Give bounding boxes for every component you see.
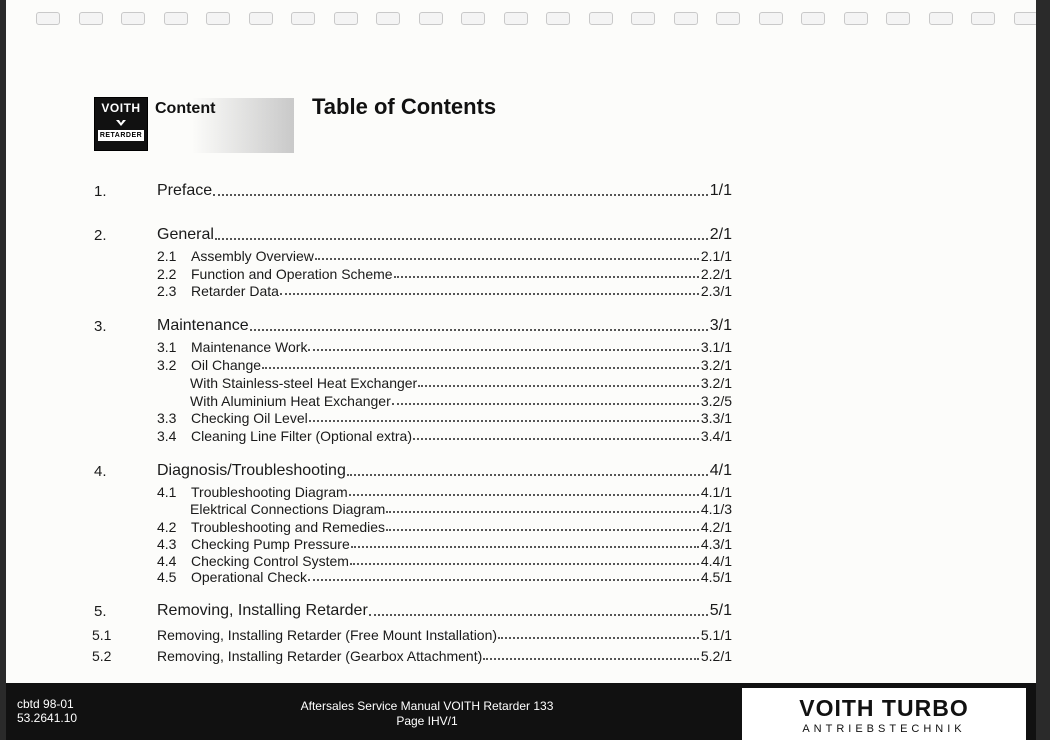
toc-entry	[157, 648, 732, 664]
binding-hole	[376, 12, 400, 25]
toc-page-number: 4.5/1	[700, 569, 732, 585]
brand-name: VOITH TURBO	[799, 695, 969, 721]
toc-subsection-row	[157, 371, 732, 391]
toc-number: 4.1	[157, 484, 177, 500]
binding-hole	[589, 12, 613, 25]
toc-title: General	[157, 226, 214, 243]
dot-leader	[394, 276, 699, 278]
toc-subsection-row	[157, 279, 732, 299]
binding-hole	[504, 12, 528, 25]
logo-top-text: VOITH	[101, 101, 141, 115]
page-reference: Page IHV/1	[396, 714, 458, 728]
toc-number: 3.1	[157, 339, 177, 355]
toc-number: 5.1	[92, 627, 112, 643]
toc-page-number: 5.2/1	[700, 648, 732, 664]
toc-page-number: 5.1/1	[700, 627, 732, 643]
toc-page-number: 1/1	[709, 182, 732, 199]
toc-page-number: 3.2/1	[700, 375, 732, 391]
binding-hole	[419, 12, 443, 25]
document-code: cbtd 98-01	[17, 697, 74, 711]
binding-hole	[886, 12, 910, 25]
toc-number: 2.3	[157, 283, 177, 299]
toc-title: Function and Operation Scheme	[191, 266, 393, 282]
manual-page	[6, 0, 1036, 740]
dot-leader	[498, 637, 699, 639]
toc-page-number: 4/1	[709, 462, 732, 479]
toc-title: Checking Pump Pressure	[191, 536, 350, 552]
toc-page-number: 5/1	[709, 602, 732, 619]
binding-hole	[631, 12, 655, 25]
dot-leader	[315, 258, 699, 260]
binding-hole	[36, 12, 60, 25]
toc-entry	[191, 569, 732, 585]
toc-entry	[191, 428, 732, 444]
manual-title: Aftersales Service Manual VOITH Retarder 133	[300, 699, 554, 713]
dot-leader	[351, 546, 699, 548]
toc-number: 3.2	[157, 357, 177, 373]
binding-hole	[164, 12, 188, 25]
binding-hole	[121, 12, 145, 25]
toc-entry	[191, 283, 732, 299]
toc-page-number: 3.1/1	[700, 339, 732, 355]
toc-page-number: 3.2/1	[700, 357, 732, 373]
toc-title: Checking Oil Level	[191, 410, 308, 426]
toc-title: Assembly Overview	[191, 248, 314, 264]
binding-hole	[461, 12, 485, 25]
dot-leader	[308, 349, 698, 351]
binding-hole	[334, 12, 358, 25]
binding-hole	[674, 12, 698, 25]
toc-number: 3.	[94, 318, 107, 335]
toc-number: 4.3	[157, 536, 177, 552]
toc-page-number: 2.3/1	[700, 283, 732, 299]
footer-bar	[6, 683, 1036, 740]
toc-title: Troubleshooting Diagram	[191, 484, 348, 500]
logo-bottom-text: RETARDER	[99, 132, 143, 139]
toc-entry	[157, 462, 732, 480]
toc-number: 5.	[94, 603, 107, 620]
toc-title: Removing, Installing Retarder (Gearbox Attachment)	[157, 648, 483, 664]
section-label-box	[148, 98, 294, 153]
toc-title: Checking Control System	[191, 553, 349, 569]
voith-retarder-logo	[94, 97, 148, 151]
toc-chapter-row	[94, 224, 732, 244]
toc-entry	[157, 226, 732, 244]
toc-page-number: 3/1	[709, 317, 732, 334]
binding-hole	[801, 12, 825, 25]
toc-entry	[157, 627, 732, 643]
toc-subsection-row	[157, 565, 732, 585]
dot-leader	[392, 403, 699, 405]
binding-hole	[929, 12, 953, 25]
binding-hole	[546, 12, 570, 25]
toc-page-number: 4.3/1	[700, 536, 732, 552]
toc-title: Oil Change	[191, 357, 262, 373]
voith-turbo-brand	[742, 688, 1026, 740]
spiral-binding-holes	[6, 8, 1036, 32]
toc-subsection-row	[157, 406, 732, 426]
toc-number: 2.1	[157, 248, 177, 264]
binding-hole	[291, 12, 315, 25]
dot-leader	[215, 238, 708, 240]
binding-hole	[844, 12, 868, 25]
binding-hole	[206, 12, 230, 25]
dot-leader	[349, 494, 699, 496]
dot-leader	[308, 579, 699, 581]
toc-subsection-row	[157, 335, 732, 355]
toc-page-number: 2/1	[709, 226, 732, 243]
toc-page-number: 4.4/1	[700, 553, 732, 569]
part-number: 53.2641.10	[17, 711, 78, 725]
binding-hole	[971, 12, 995, 25]
toc-subsection-row	[157, 497, 732, 517]
toc-title: Cleaning Line Filter (Optional extra)	[191, 428, 412, 444]
toc-number: 5.2	[92, 648, 112, 664]
toc-title: Maintenance	[157, 317, 249, 334]
toc-number: 1.	[94, 183, 107, 200]
toc-title: Diagnosis/Troubleshooting	[157, 462, 346, 479]
toc-number: 4.	[94, 463, 107, 480]
toc-number: 4.2	[157, 519, 177, 535]
dot-leader	[250, 329, 708, 331]
toc-page-number: 2.2/1	[700, 266, 732, 282]
dot-leader	[386, 529, 699, 531]
toc-subsection-row	[157, 353, 732, 373]
dot-leader	[386, 511, 699, 513]
binding-hole	[1014, 12, 1037, 25]
dot-leader	[280, 293, 699, 295]
dot-leader	[309, 420, 699, 422]
section-label: Content	[155, 100, 216, 117]
dot-leader	[413, 438, 699, 440]
dot-leader	[262, 367, 699, 369]
toc-subsection-row	[92, 644, 732, 664]
dot-leader	[213, 194, 708, 196]
toc-subsection-row	[157, 424, 732, 444]
toc-page-number: 3.2/5	[700, 393, 732, 409]
toc-number: 4.4	[157, 553, 177, 569]
toc-number: 3.4	[157, 428, 177, 444]
toc-subsection-row	[92, 623, 732, 643]
dot-leader	[369, 614, 708, 616]
toc-entry	[157, 602, 732, 620]
toc-page-number: 4.2/1	[700, 519, 732, 535]
dot-leader	[418, 385, 699, 387]
page-title: Table of Contents	[312, 94, 497, 119]
toc-title: With Stainless-steel Heat Exchanger	[190, 375, 418, 391]
toc-chapter-row	[94, 180, 732, 200]
toc-page-number: 4.1/3	[700, 501, 732, 517]
toc-page-number: 3.3/1	[700, 410, 732, 426]
binding-hole	[79, 12, 103, 25]
logo-emblem-icon	[98, 116, 144, 129]
brand-tagline: ANTRIEBSTECHNIK	[802, 723, 966, 735]
binding-hole	[716, 12, 740, 25]
dot-leader	[347, 474, 708, 476]
toc-title: Troubleshooting and Remedies	[191, 519, 386, 535]
toc-title: Preface	[157, 182, 213, 199]
dot-leader	[483, 658, 699, 660]
toc-page-number: 4.1/1	[700, 484, 732, 500]
toc-title: Removing, Installing Retarder	[157, 602, 368, 619]
toc-title: Elektrical Connections Diagram	[190, 501, 386, 517]
toc-title: With Aluminium Heat Exchanger	[190, 393, 391, 409]
toc-title: Removing, Installing Retarder (Free Mount Installation)	[157, 627, 498, 643]
toc-page-number: 3.4/1	[700, 428, 732, 444]
toc-number: 4.5	[157, 569, 177, 585]
toc-title: Maintenance Work	[191, 339, 308, 355]
toc-title: Operational Check	[191, 569, 307, 585]
toc-entry	[157, 317, 732, 335]
toc-subsection-row	[157, 244, 732, 264]
toc-number: 2.2	[157, 266, 177, 282]
binding-hole	[759, 12, 783, 25]
binding-hole	[249, 12, 273, 25]
toc-chapter-row	[94, 460, 732, 480]
toc-chapter-row	[94, 600, 732, 620]
toc-chapter-row	[94, 315, 732, 335]
toc-number: 2.	[94, 227, 107, 244]
toc-number: 3.3	[157, 410, 177, 426]
toc-page-number: 2.1/1	[700, 248, 732, 264]
toc-title: Retarder Data	[191, 283, 279, 299]
toc-entry	[157, 182, 732, 200]
